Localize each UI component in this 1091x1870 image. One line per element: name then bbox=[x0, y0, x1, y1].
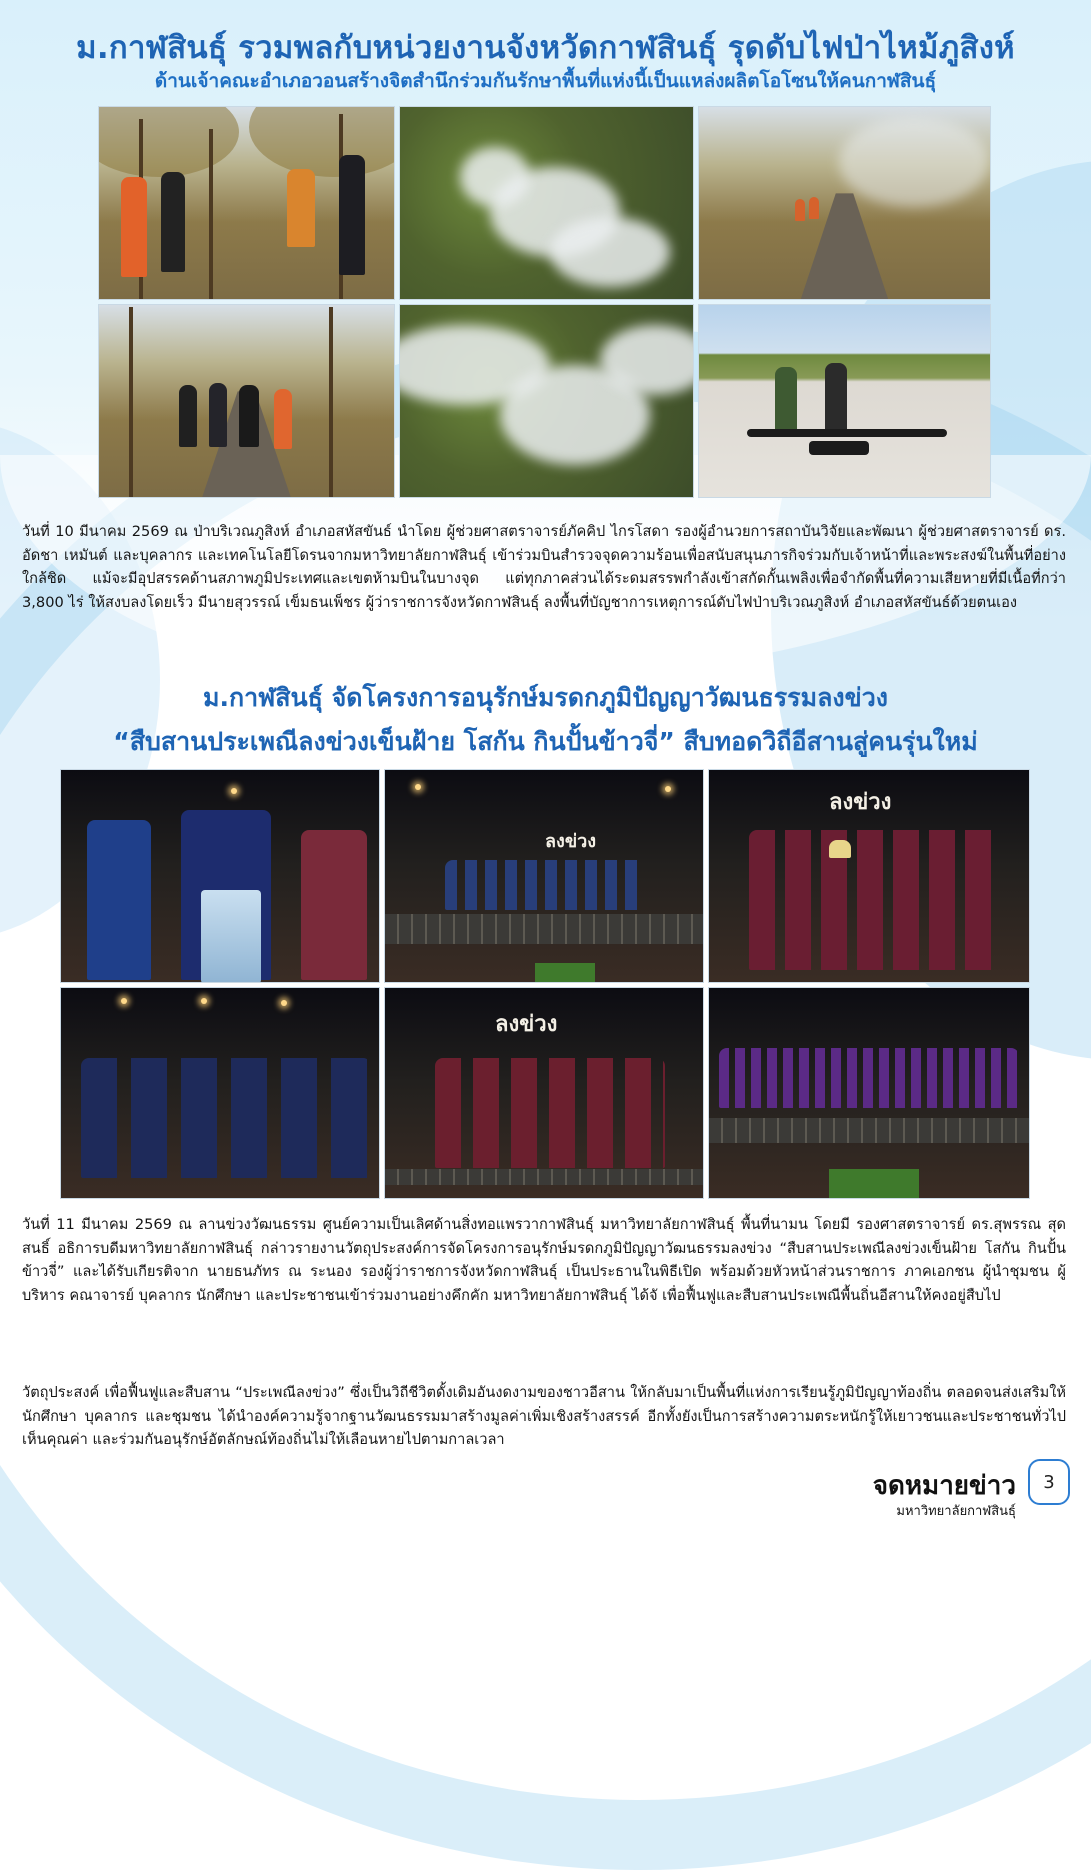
photo-podium-speech bbox=[60, 769, 380, 983]
article-paragraph-objectives: วัตถุประสงค์ เพื่อฟื้นฟูและสืบสาน “ประเพณีลงข่วง” ซึ่งเป็นวิถีชีวิตดั้งเดิมอันงดงามของชาวอีสาน ให้กลับมาเป็นพื้นที่แห่งการเรียนรู้ภูมิปัญญาท้องถิ่น ตลอดจนส่งเสริมให้นักศึกษา บุคลากร และชุมชน ได้นำองค์ความรู้จากฐานวัฒนธรรมมาสร้างมูลค่าเพิ่มเชิงสร้างสรรค์ อีกทั้งยังเป็นการสร้างความตระหนักรู้ให้เยาวชนและประชาชนทั่วไปเห็นคุณค่า และร่วมกันอนุรักษ์อัตลักษณ์ท้องถิ่นไม่ให้เลือนหายไปตามกาลเวลา bbox=[22, 1384, 1066, 1449]
article-paragraph-cultural-event: วันที่ 11 มีนาคม 2569 ณ ลานข่วงวัฒนธรรม ศูนย์ความเป็นเลิศด้านสิ่งทอแพรวากาฬสินธุ์ มหาวิทยาลัยกาฬสินธุ์ พื้นที่นามน โดยมี รองศาสตราจารย์ ดร.สุพรรณ สุดสนธิ์ อธิการบดีมหาวิทยาลัยกาฬสินธุ์ กล่าวรายงานวัตถุประสงค์การจัดโครงการอนุรักษ์มรดกภูมิปัญญาวัฒนธรรมลงข่วง “สืบสานประเพณีลงข่วงเข็นฝ้าย โสกัน กินปั้นข้าวจี่” และได้รับเกียรติจาก นายธนภัทร ณ ระนอง รองผู้ว่าราชการจังหวัดกาฬสินธุ์ เป็นประธานในพิธีเปิด พร้อมด้วยหัวหน้าส่วนราชการ ภาคเอกชน ผู้นำชุมชน ผู้บริหาร คณาจารย์ บุคลากร นักศึกษา และประชาชนเข้าร่วมงานอย่างคึกคัก มหาวิทยาลัยกาฬสินธุ์ ได้จั เพื่อฟื้นฟูและสืบสานประเพณีพื้นถิ่นอีสานให้คงอยู่สืบไป bbox=[22, 1216, 1066, 1304]
photo-grid-forest-fire bbox=[98, 106, 991, 498]
stage-sign-text-2: ลงข่วง bbox=[829, 790, 892, 815]
headline-forest-fire: ม.กาฬสินธุ์ รวมพลกับหน่วยงานจังหวัดกาฬสินธุ์ รุดดับไฟป่าไหม้ภูสิงห์ bbox=[76, 30, 1015, 66]
newsletter-subtitle: มหาวิทยาลัยกาฬสินธุ์ bbox=[896, 1504, 1016, 1519]
photo-award-ceremony bbox=[708, 769, 1030, 983]
stage-sign-text: ลงข่วง bbox=[545, 831, 597, 852]
photo-costume-lineup bbox=[384, 987, 704, 1199]
page-number: 3 bbox=[1043, 1471, 1055, 1493]
photo-grid-cultural-event bbox=[60, 769, 1030, 1201]
photo-officials-walking bbox=[98, 304, 395, 498]
photo-forest-road-firefighters bbox=[698, 106, 991, 300]
photo-guests-group bbox=[60, 987, 380, 1199]
subheadline-cultural-project: “สืบสานประเพณีลงข่วงเข็นฝ้าย โสกัน กินปั้นข้าวจี่” สืบทอดวิถีอีสานสู่คนรุ่นใหม่ bbox=[113, 727, 978, 756]
headline-cultural-project: ม.กาฬสินธุ์ จัดโครงการอนุรักษ์มรดกภูมิปัญญาวัฒนธรรมลงข่วง bbox=[203, 683, 888, 712]
photo-aerial-smoke-2 bbox=[399, 304, 694, 498]
stage-sign-text-3: ลงข่วง bbox=[495, 1012, 558, 1037]
photo-wide-stage-lineup bbox=[708, 987, 1030, 1199]
subheadline-forest-fire: ด้านเจ้าคณะอำเภอวอนสร้างจิตสำนึกร่วมกันรักษาพื้นที่แห่งนี้เป็นแหล่งผลิตโอโซนให้คนกาฬสินธุ์ bbox=[154, 70, 937, 92]
article-paragraph-forest-fire: วันที่ 10 มีนาคม 2569 ณ ป่าบริเวณภูสิงห์ อำเภอสหัสขันธ์ นำโดย ผู้ช่วยศาสตราจารย์ภัคคิป ไกรโสดา รองผู้อำนวยการสถาบันวิจัยและพัฒนา ผู้ช่วยศาสตราจารย์ ดร. อัดชา เหมันต์ และบุคลากร และเทคโนโลยีโดรนจากมหาวิทยาลัยกาฬสินธุ์ เข้าร่วมบินสำรวจจุดความร้อนเพื่อสนับสนุนภารกิจร่วมกับเจ้าหน้าที่และพระสงฆ์ในพื้นที่อย่างใกล้ชิด แม้จะมีอุปสรรคด้านสภาพภูมิประเทศและเขตห้ามบินในบางจุด แต่ทุกภาคส่วนได้ระดมสรรพกำลังเข้าสกัดกั้นเพลิงเพื่อจำกัดพื้นที่ความเสียหายที่มีเนื้อที่กว่า 3,800 ไร่ ให้สงบลงโดยเร็ว มีนายสุวรรณ์ เข็มธนเพ็ชร ผู้ว่าราชการจังหวัดกาฬสินธุ์ ลงพื้นที่บัญชาการเหตุการณ์ดับไฟป่าบริเวณภูสิงห์ อำเภอสหัสขันธ์ด้วยตนเอง bbox=[22, 523, 1066, 611]
photo-stage-lineup bbox=[384, 769, 704, 983]
page-number-badge bbox=[1028, 1459, 1070, 1505]
photo-officials-in-forest bbox=[98, 106, 395, 300]
newsletter-title: จดหมายข่าว bbox=[872, 1471, 1016, 1501]
photo-drone-team bbox=[698, 304, 991, 498]
photo-aerial-smoke-1 bbox=[399, 106, 694, 300]
